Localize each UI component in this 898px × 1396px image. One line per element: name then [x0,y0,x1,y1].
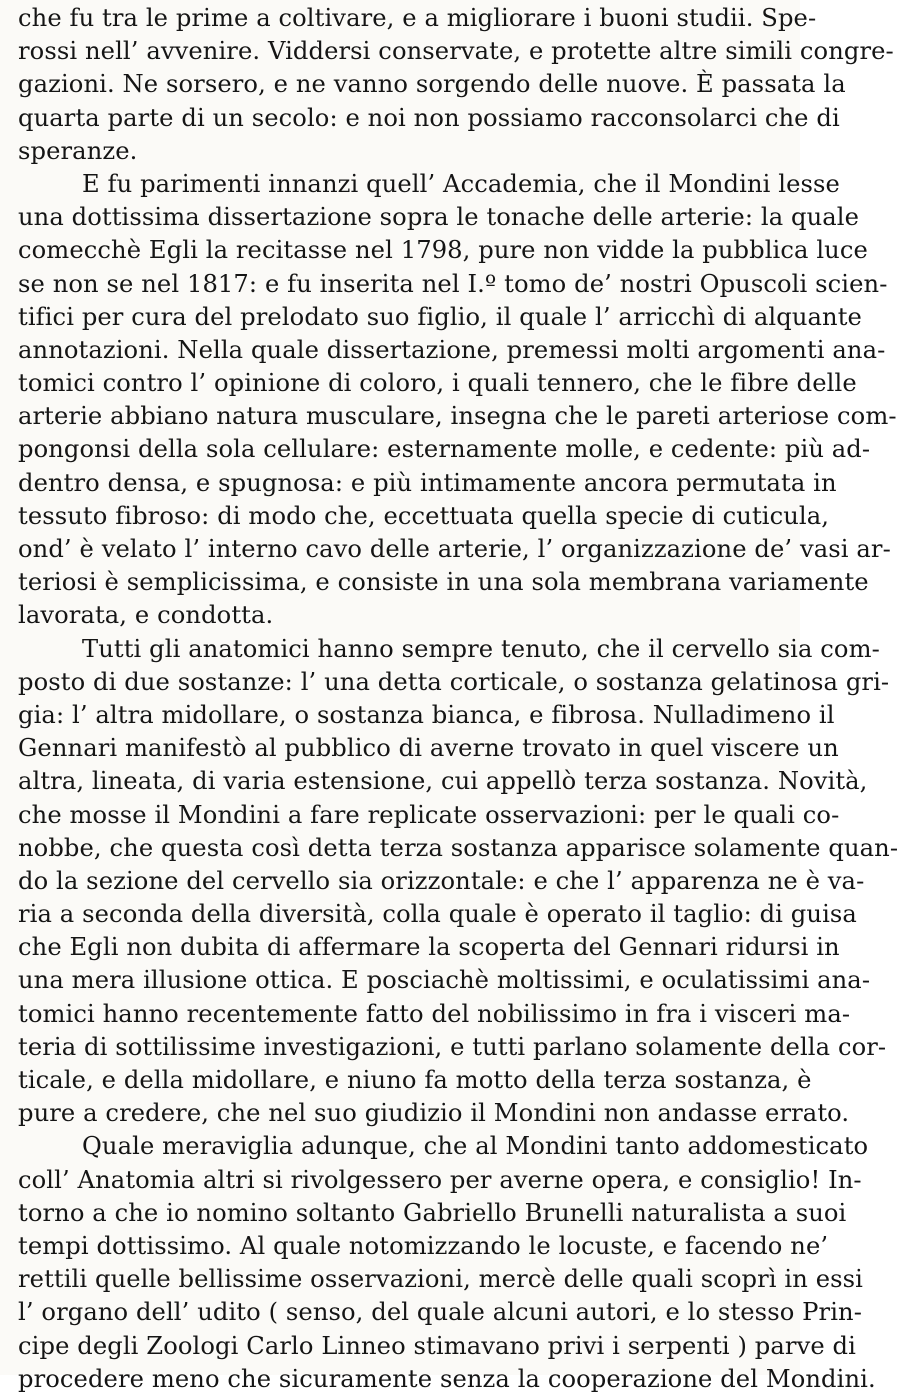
text-line: tempi dottissimo. Al quale notomizzando le locuste, e facendo ne’ [18,1231,829,1260]
text-line: se non se nel 1817: e fu inserita nel I.º tomo de’ nostri Opuscoli scien- [18,269,888,298]
text-line: dentro densa, e spugnosa: e più intimamente ancora permutata in [18,468,837,497]
text-line: una dottissima dissertazione sopra le tonache delle arterie: la quale [18,203,860,232]
text-line: che fu tra le prime a coltivare, e a migliorare i buoni studii. Spe- [18,4,817,32]
text-line: rossi nell’ avvenire. Viddersi conservate, e protette altre simili congre- [18,37,894,66]
text-line: speranze. [18,136,138,165]
text-line: una mera illusione ottica. E posciachè moltissimi, e oculatissimi ana- [18,966,871,995]
text-line: gia: l’ altra midollare, o sostanza bianca, e fibrosa. Nulladimeno il [18,700,835,729]
text-line: ria a seconda della diversità, colla quale è operato il taglio: di guisa [18,900,857,929]
text-line: tifici per cura del prelodato suo figlio, il quale l’ arricchì di alquante [18,302,862,331]
text-line: tomici hanno recentemente fatto del nobilissimo in fra i visceri ma- [18,999,851,1028]
text-line: coll’ Anatomia altri si rivolgessero per averne opera, e consiglio! In- [18,1165,862,1194]
text-line: Tutti gli anatomici hanno sempre tenuto, che il cervello sia com- [82,634,880,663]
text-line: cipe degli Zoologi Carlo Linneo stimavano privi i serpenti ) parve di [18,1331,856,1360]
text-line: teriosi è semplicissima, e consiste in una sola membrana variamente [18,568,869,597]
text-line: torno a che io nomino soltanto Gabriello Brunelli naturalista a suoi [18,1198,847,1227]
paragraph [18,633,898,1131]
text-line: che mosse il Mondini a fare replicate osservazioni: per le quali co- [18,800,840,829]
text-line: teria di sottilissime investigazioni, e tutti parlano solamente della cor- [18,1032,887,1061]
text-line: Gennari manifestò al pubblico di averne trovato in quel viscere un [18,734,839,763]
text-line: gazioni. Ne sorsero, e ne vanno sorgendo delle nuove. È passata la [18,70,846,99]
text-line: procedere meno che sicuramente senza la cooperazione del Mondini. [18,1364,876,1393]
text-line: ond’ è velato l’ interno cavo delle arterie, l’ organizzazione de’ vasi ar- [18,535,891,563]
text-line: pongonsi della sola cellulare: esternamente molle, e cedente: più ad- [18,435,871,464]
text-line: ticale, e della midollare, e niuno fa motto della terza sostanza, è [18,1066,812,1094]
text-line: nobbe, che questa così detta terza sostanza apparisce solamente quan- [18,833,898,862]
text-line: tomici contro l’ opinione di coloro, i quali tennero, che le fibre delle [18,369,857,398]
text-line: annotazioni. Nella quale dissertazione, premessi molti argomenti ana- [18,335,886,364]
text-line: rettili quelle bellissime osservazioni, mercè delle quali scoprì in essi [18,1265,863,1294]
text-line: pure a credere, che nel suo giudizio il Mondini non andasse errato. [18,1099,850,1128]
paragraph [18,2,894,168]
text-line: che Egli non dubita di affermare la scoperta del Gennari ridursi in [18,933,840,962]
text-line: altra, lineata, di varia estensione, cui appellò terza sostanza. Novità, [18,767,868,796]
text-line: E fu parimenti innanzi quell’ Accademia, che il Mondini lesse [82,169,840,198]
text-line: posto di due sostanze: l’ una detta corticale, o sostanza gelatinosa gri- [18,667,890,696]
text-line: comecchè Egli la recitasse nel 1798, pure non vidde la pubblica luce [18,236,868,265]
text-line: arterie abbiano natura musculare, insegna che le pareti arteriose com- [18,402,897,431]
text-line: tessuto fibroso: di modo che, eccettuata quella specie di cuticula, [18,501,830,530]
text-line: Quale meraviglia adunque, che al Mondini tanto addomesticato [82,1132,869,1161]
text-line: do la sezione del cervello sia orizzontale: e che l’ apparenza ne è va- [18,866,865,895]
body-text [18,0,898,1396]
text-line: l’ organo dell’ udito ( senso, del quale alcuni autori, e lo stesso Prin- [18,1298,862,1327]
paragraph [18,168,897,633]
paragraph [18,1130,876,1396]
text-line: quarta parte di un secolo: e noi non possiamo racconsolarci che di [18,103,840,132]
text-line: lavorata, e condotta. [18,601,274,630]
